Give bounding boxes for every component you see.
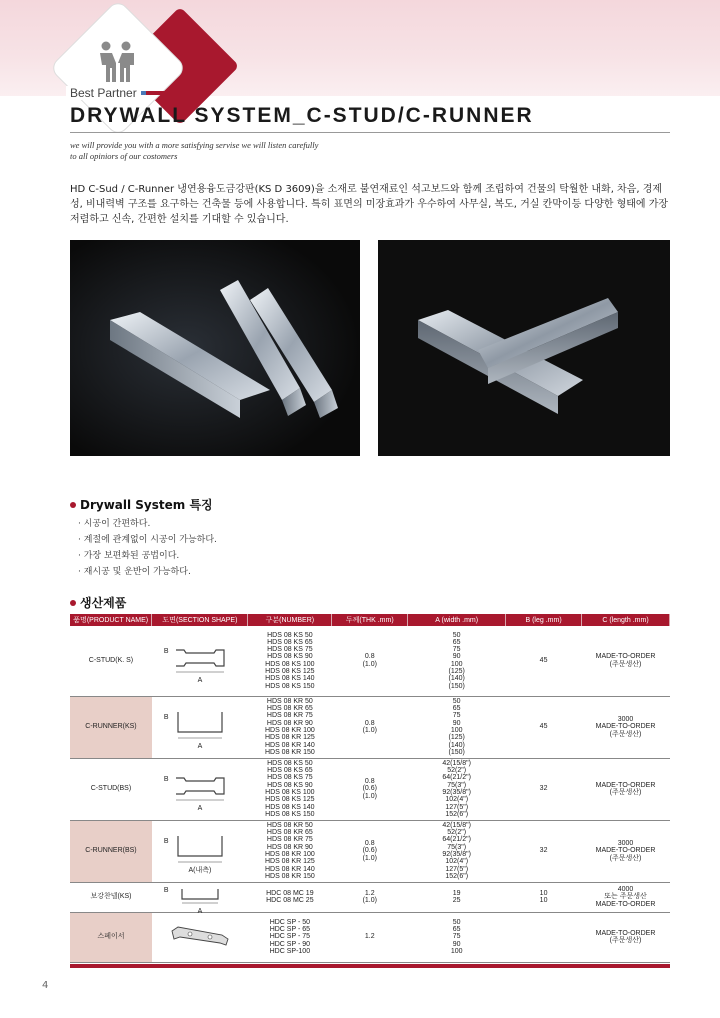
cell-line: HDS 08 KR 140 <box>264 865 315 873</box>
tagline <box>70 140 318 162</box>
cell-line: 65 <box>452 705 461 713</box>
product-name-cell: 스페이서 <box>70 912 152 962</box>
cell-line: HDC SP - 75 <box>269 933 311 941</box>
cell-line: (150) <box>448 682 465 690</box>
cell-line: HDS 08 KS 140 <box>265 675 315 683</box>
length-cell <box>582 696 670 758</box>
dim-a-label: A <box>197 676 203 684</box>
dim-b-label: B <box>163 775 169 783</box>
cell-line: 0.8 <box>364 719 375 727</box>
cell-line: HDS 08 KS 65 <box>267 767 313 775</box>
cell-line: 19 <box>452 889 461 897</box>
cell-line: 42(15/8") <box>442 821 471 829</box>
thickness-cell <box>332 882 408 912</box>
col-header-thickness: 두께(THK .mm) <box>332 614 408 626</box>
features-heading <box>70 496 213 513</box>
cell-line: MADE-TO-ORDER <box>595 847 656 855</box>
cell-line: 4000 <box>617 886 634 894</box>
length-cell <box>582 882 670 912</box>
leg-cell <box>506 758 582 820</box>
cell-line: MADE-TO-ORDER <box>595 900 656 908</box>
cell-line: 90 <box>452 940 461 948</box>
cell-line: (140) <box>448 741 465 749</box>
cell-line: (1.0) <box>362 660 377 668</box>
thickness-cell <box>332 626 408 696</box>
col-header-number: 구분(NUMBER) <box>248 614 332 626</box>
cell-line: 32 <box>539 785 548 793</box>
cell-line: HDS 08 KR 75 <box>266 836 313 844</box>
cell-line: HDS 08 KS 65 <box>267 638 313 646</box>
cell-line: HDS 08 KR 125 <box>264 734 315 742</box>
cell-line: 127(5") <box>445 803 469 811</box>
cell-line: (150) <box>448 748 465 756</box>
number-cell <box>248 882 332 912</box>
runner-bs-section-icon <box>162 830 238 872</box>
width-cell <box>408 758 506 820</box>
width-cell <box>408 696 506 758</box>
products-heading <box>70 594 126 611</box>
intro-paragraph: HD C-Sud / C-Runner 냉연용융도금강판(KS D 3609)을 소재로 불연재료인 석고보드와 함께 조립하여 건물의 탁월한 내화, 차음, 경제성, 비내력벽 구조를 요구하는 건축물 등에 사용합니다. 특히 표면의 미장효과가 우수하여 사무실, 복도, 거실 칸막이등 다양한 형태에 가장 저렴하고 신속, 간편한 설치를 기대할 수 있습니다. <box>70 184 669 225</box>
features-list <box>78 516 217 580</box>
cell-line: MADE-TO-ORDER <box>595 653 656 661</box>
list-item: · 시공이 간편하다. <box>78 519 151 529</box>
cell-line: (1.0) <box>362 897 377 904</box>
runner-section-icon <box>162 706 238 748</box>
cell-line: HDC 08 MC 25 <box>266 897 314 904</box>
cell-line: MADE-TO-ORDER <box>595 929 656 937</box>
table-header-row <box>70 614 670 626</box>
cell-line: HDS 08 KS 50 <box>267 759 313 767</box>
stud-section-icon <box>162 768 238 810</box>
cell-line: 75 <box>452 933 461 941</box>
cell-line: 100 <box>450 727 463 734</box>
section-shape-cell <box>152 882 248 915</box>
cell-line: MADE-TO-ORDER <box>595 723 656 731</box>
cell-line: HDS 08 KS 125 <box>265 668 315 676</box>
cell-line: HDS 08 KR 50 <box>266 697 313 705</box>
cell-line: HDS 08 KR 50 <box>266 821 313 829</box>
cell-line: HDC SP - 65 <box>269 926 311 934</box>
product-spec-table <box>70 614 670 963</box>
cell-line: 152(6") <box>445 872 469 880</box>
cell-line: HDC SP - 90 <box>269 940 311 948</box>
product-photo-1 <box>70 240 360 456</box>
cell-line: HDS 08 KS 100 <box>265 789 315 796</box>
cell-line: MADE-TO-ORDER <box>595 781 656 789</box>
table-row <box>70 696 670 758</box>
cell-line: (주문생산) <box>609 937 642 944</box>
leg-cell <box>506 882 582 912</box>
cell-line: 65 <box>452 638 461 646</box>
number-cell <box>248 820 332 882</box>
cell-line: HDS 08 KR 65 <box>266 829 313 837</box>
cell-line: 75 <box>452 646 461 654</box>
tagline-line-1: we will provide you with a more satisfying servise we will listen carefully <box>70 140 319 150</box>
cell-line: 10 <box>539 889 548 897</box>
thickness-cell <box>332 820 408 882</box>
cell-line: HDS 08 KR 125 <box>264 858 315 866</box>
col-header-product: 품명(PRODUCT NAME) <box>70 614 152 626</box>
cell-line: (1.0) <box>362 854 377 862</box>
cell-line: 100 <box>450 947 463 955</box>
bullet-dot-icon <box>70 502 76 508</box>
list-item: · 가장 보편화된 공법이다. <box>78 551 180 561</box>
length-cell <box>582 758 670 820</box>
dim-a-label: A <box>197 804 203 812</box>
product-photo-2 <box>378 240 670 456</box>
cell-line: 152(6") <box>445 810 469 818</box>
number-cell <box>248 626 332 696</box>
handshake-icon <box>92 40 142 84</box>
cell-line: HDS 08 KS 90 <box>267 781 313 789</box>
cell-line: HDS 08 KS 75 <box>267 646 313 654</box>
cell-line: HDS 08 KS 150 <box>265 810 315 818</box>
dim-a-label: A <box>197 907 203 915</box>
dim-b-label: B <box>163 647 169 655</box>
cell-line: HDS 08 KR 150 <box>264 872 315 880</box>
cell-line: (140) <box>448 675 465 683</box>
length-cell <box>582 912 670 962</box>
cell-line: HDS 08 KS 125 <box>265 796 315 804</box>
product-name-cell: C-STUD(BS) <box>70 758 152 820</box>
cell-line: 25 <box>452 897 461 904</box>
cell-line: 92(35/8") <box>442 789 471 796</box>
cell-line: 0.8 <box>364 840 375 848</box>
col-header-width: A (width .mm) <box>408 614 506 626</box>
product-name-cell: C-RUNNER(BS) <box>70 820 152 882</box>
cell-line: 0.8 <box>364 778 375 786</box>
cell-line: 127(5") <box>445 865 469 873</box>
cell-line: 1.2 <box>364 933 375 941</box>
cell-line: 75(3") <box>447 781 467 789</box>
list-item: · 계절에 관계없이 시공이 가능하다. <box>78 535 217 545</box>
product-name-cell: C-RUNNER(KS) <box>70 696 152 758</box>
product-name-cell: 보강찬넬(KS) <box>70 882 152 912</box>
cell-line: HDC SP - 50 <box>269 918 311 926</box>
cell-line: (0.6) <box>362 785 377 793</box>
cell-line: (주문생산) <box>609 730 642 738</box>
cell-line: 10 <box>539 897 548 904</box>
cell-line: HDC 08 MC 19 <box>266 889 314 897</box>
table-row <box>70 820 670 882</box>
section-shape-cell <box>152 820 248 882</box>
cell-line: HDS 08 KR 90 <box>266 843 313 851</box>
cell-line: 42(15/8") <box>442 759 471 767</box>
cell-line: 102(4") <box>445 858 469 866</box>
cell-line: 32 <box>539 847 548 855</box>
cell-line: 45 <box>539 657 548 665</box>
dim-b-label: B <box>163 837 169 845</box>
cell-line: 100 <box>450 660 463 668</box>
cell-line: 3000 <box>617 840 634 848</box>
logo-badge-text: Best Partner <box>66 86 141 100</box>
cell-line: 45 <box>539 723 548 731</box>
cell-line: HDS 08 KR 75 <box>266 712 313 720</box>
cell-line: (125) <box>448 668 465 676</box>
cell-line: 75 <box>452 712 461 720</box>
cell-line: HDS 08 KR 140 <box>264 741 315 749</box>
cell-line: (0.6) <box>362 847 377 855</box>
section-shape-cell <box>152 696 248 758</box>
cell-line: (1.0) <box>362 792 377 800</box>
width-cell <box>408 820 506 882</box>
cell-line: 90 <box>452 653 461 661</box>
cell-line: 50 <box>452 631 461 639</box>
cell-line: 52(2") <box>447 829 467 837</box>
width-cell <box>408 912 506 962</box>
thickness-cell <box>332 912 408 962</box>
number-cell <box>248 912 332 962</box>
cell-line: (125) <box>448 734 465 742</box>
channel-section-icon <box>162 885 238 915</box>
leg-cell <box>506 696 582 758</box>
leg-cell <box>506 626 582 696</box>
cell-line: 1.2 <box>364 889 375 897</box>
cell-line: 또는 주문생산 <box>604 893 647 901</box>
leg-cell <box>506 912 582 962</box>
features-heading-text: Drywall System 특징 <box>80 498 213 512</box>
page-number: 4 <box>42 980 49 991</box>
stud-section-icon <box>162 640 238 682</box>
col-header-shape: 도면(SECTION SHAPE) <box>152 614 248 626</box>
cell-line: (주문생산) <box>609 660 642 668</box>
list-item: · 재시공 및 운반이 가능하다. <box>78 567 191 577</box>
cell-line: HDS 08 KS 50 <box>267 631 313 639</box>
col-header-leg: B (leg .mm) <box>506 614 582 626</box>
table-row <box>70 882 670 912</box>
col-header-length: C (length .mm) <box>582 614 670 626</box>
spacer-section-icon <box>162 921 238 953</box>
dim-a-label: A <box>197 742 203 750</box>
cell-line: 50 <box>452 918 461 926</box>
cell-line: 64(21/2") <box>442 774 471 782</box>
thickness-cell <box>332 696 408 758</box>
cell-line: HDC SP-100 <box>269 947 311 955</box>
cell-line: HDS 08 KS 100 <box>265 660 315 668</box>
length-cell <box>582 626 670 696</box>
leg-cell <box>506 820 582 882</box>
section-shape-cell <box>152 912 248 962</box>
number-cell <box>248 758 332 820</box>
dim-b-label: B <box>163 886 169 894</box>
cell-line: 90 <box>452 719 461 727</box>
cell-line: HDS 08 KS 75 <box>267 774 313 782</box>
width-cell <box>408 626 506 696</box>
table-row <box>70 626 670 696</box>
table-row <box>70 758 670 820</box>
cell-line: (주문생산) <box>609 789 642 796</box>
cell-line: 52(2") <box>447 767 467 775</box>
products-heading-text: 생산제품 <box>80 596 127 610</box>
length-cell <box>582 820 670 882</box>
section-shape-cell <box>152 626 248 696</box>
cell-line: 0.8 <box>364 653 375 661</box>
cell-line: 102(4") <box>445 796 469 804</box>
cell-line: 3000 <box>617 716 634 724</box>
bottom-divider <box>70 964 670 968</box>
cell-line: HDS 08 KR 65 <box>266 705 313 713</box>
cell-line: 50 <box>452 697 461 705</box>
table-row <box>70 912 670 962</box>
cell-line: HDS 08 KR 90 <box>266 719 313 727</box>
cell-line: HDS 08 KR 100 <box>264 727 315 734</box>
cell-line: 75(3") <box>447 843 467 851</box>
cell-line: HDS 08 KS 140 <box>265 803 315 811</box>
cell-line: HDS 08 KS 90 <box>267 653 313 661</box>
cell-line: HDS 08 KR 100 <box>264 851 315 858</box>
dim-a-label: A(내측) <box>188 866 212 874</box>
cell-line: 64(21/2") <box>442 836 471 844</box>
title-divider <box>70 132 670 133</box>
width-cell <box>408 882 506 912</box>
dim-b-label: B <box>163 713 169 721</box>
section-shape-cell <box>152 758 248 820</box>
cell-line: (1.0) <box>362 727 377 734</box>
cell-line: HDS 08 KS 150 <box>265 682 315 690</box>
bullet-dot-icon <box>70 600 76 606</box>
thickness-cell <box>332 758 408 820</box>
cell-line: 92(35/8") <box>442 851 471 858</box>
page-title: DRYWALL SYSTEM_C-STUD/C-RUNNER <box>70 104 534 127</box>
cell-line: 65 <box>452 926 461 934</box>
tagline-line-2: to all opiniors of our costomers <box>70 151 178 161</box>
logo-color-bar <box>66 80 186 84</box>
number-cell <box>248 696 332 758</box>
cell-line: (주문생산) <box>609 854 642 862</box>
product-name-cell: C-STUD(K. S) <box>70 626 152 696</box>
cell-line: HDS 08 KR 150 <box>264 748 315 756</box>
